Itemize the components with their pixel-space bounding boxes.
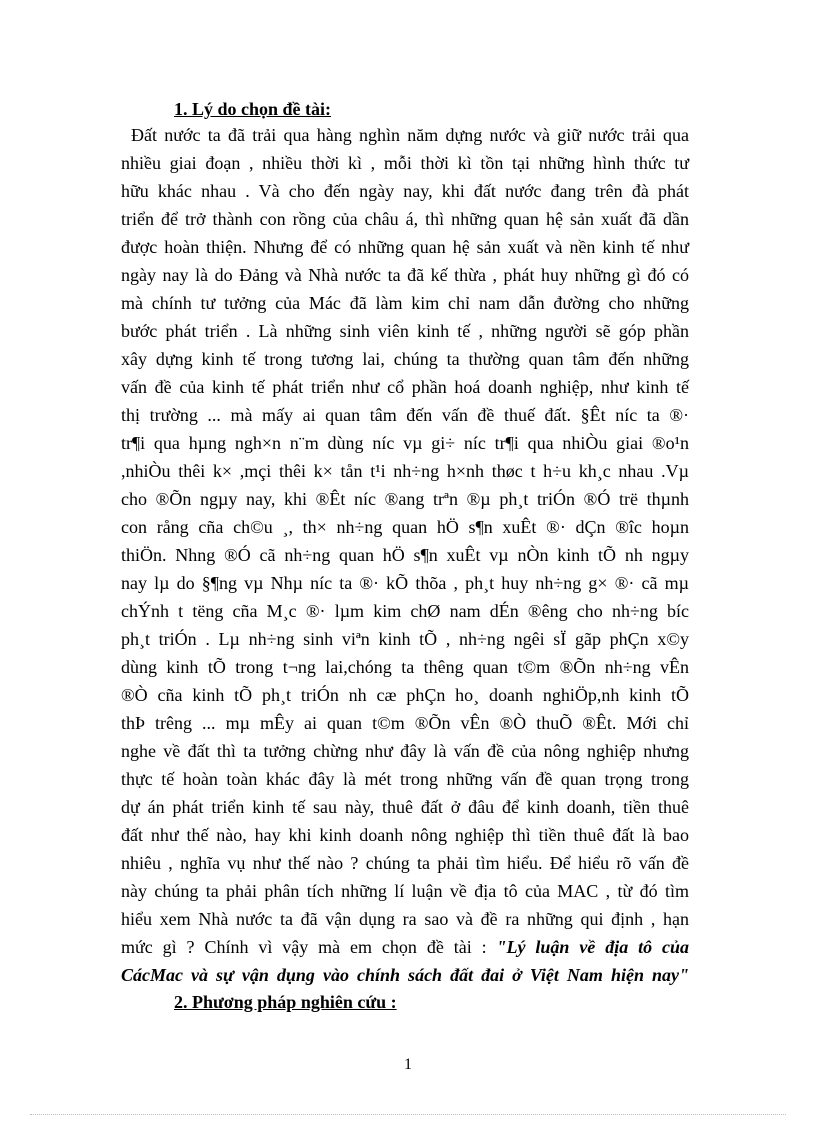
text-line: con rång cña ch©u ¸, th× nh÷ng quan hÖ s¶n xuÊt ®· dÇn ®îc hoµn — [121, 517, 689, 537]
text-line: hữu khác nhau . Và cho đến ngày nay, khi đất nước đang trên đà phát — [121, 181, 689, 201]
topic-title-part1: "Lý luận về địa tô của — [496, 937, 690, 957]
text-line: ngày nay là do Đảng và Nhà nước ta đã kế thừa , phát huy những gì đó có — [121, 265, 689, 285]
topic-title-part2: CácMac và sự vận dụng vào chính sách đất đai ở Việt Nam hiện nay" — [121, 965, 689, 985]
text-line: chÝnh t tëng cña M¸c ®· lµm kim chØ nam dÉn ®êng cho nh÷ng bíc — [121, 601, 689, 621]
text-line: vấn đề của kinh tế phát triển như cổ phần hoá doanh nghiệp, như kinh tế — [121, 377, 689, 397]
text-line: thực tế hoàn toàn khác đây là mét trong những vấn đề quan trọng trong — [121, 769, 689, 789]
text-line: thÞ trêng ... mµ mÊy ai quan t©m ®Õn vÊn ®Ò thuÕ ®Êt. Mới chỉ — [121, 713, 689, 733]
text-line: thị trường ... mà mấy ai quan tâm đến vấn đề thuế đất. §Êt níc ta ®· — [121, 405, 689, 425]
text-line: bước phát triển . Là những sinh viên kinh tế , những người sẽ góp phần — [121, 321, 689, 341]
text-line — [121, 964, 689, 986]
text-line: này chúng ta phải phân tích những lí luận về địa tô của MAC , từ đó tìm — [121, 881, 689, 901]
text-line: triển để trở thành con rồng của châu á, thì những quan hệ sản xuất đã dần — [121, 209, 689, 229]
text-line: đất như thế nào, hay khi kinh doanh nông nghiệp thì tiền thuê đất là bao — [121, 825, 689, 845]
text-line: nghe về đất thì ta tưởng chừng như đây là vấn đề của nông nghiệp nhưng — [121, 741, 689, 761]
text-line: thiÖn. Nhng ®Ó cã nh÷ng quan hÖ s¶n xuÊt vµ nÒn kinh tÕ nh ngµy — [121, 545, 689, 565]
text-line: tr¶i qua hµng ngh×n n¨m dùng níc vµ gi÷ níc tr¶i qua nhiÒu giai ®o¹n — [121, 433, 689, 453]
text-line: nhiêu , nghĩa vụ như thế nào ? chúng ta phải tìm hiểu. Để hiểu rõ vấn đề — [121, 853, 689, 873]
text-line — [121, 936, 689, 958]
text-line: nhiều giai đoạn , nhiều thời kì , mỗi thời kì tồn tại những hình thức tư — [121, 153, 689, 173]
text-line: Đất nước ta đã trải qua hàng nghìn năm dựng nước và giữ nước trải qua — [131, 125, 689, 145]
text-line: ph¸t triÓn . Lµ nh÷ng sinh viªn kinh tÕ , nh÷ng ngêi sÏ gãp phÇn x©y — [121, 629, 689, 649]
text-line: ,nhiÒu thêi k× ,mçi thêi k× tån t¹i nh÷ng h×nh thøc t h÷u kh¸c nhau .Vµ — [121, 461, 689, 481]
text-line: dự án phát triển kinh tế sau này, thuê đất ở đâu để kinh doanh, tiền thuê — [121, 797, 689, 817]
footer-divider — [30, 1114, 786, 1115]
page-number: 1 — [404, 1056, 412, 1073]
text-line: mà chính tư tưởng của Mác đã làm kim chỉ nam dẫn đường cho những — [121, 293, 689, 313]
text-line: cho ®Õn ngµy nay, khi ®Êt níc ®ang trªn ®µ ph¸t triÓn ®Ó trë thµnh — [121, 489, 689, 509]
text-line: ®Ò cña kinh tÕ ph¸t triÓn nh cæ phÇn ho¸ doanh nghiÖp,nh kinh tÕ — [121, 685, 689, 705]
text-line: dùng kinh tÕ trong t¬ng lai,chóng ta thêng quan t©m ®Õn nh÷ng vÊn — [121, 657, 689, 677]
text-line: hiểu xem Nhà nước ta đã vận dụng ra sao và đề ra những qui định , hạn — [121, 909, 689, 929]
section-2-title: 2. Phương pháp nghiên cứu : — [174, 992, 397, 1012]
text-line: nay lµ do §¶ng vµ Nhµ níc ta ®· kÕ thõa , ph¸t huy nh÷ng g× ®· cã mµ — [121, 573, 689, 593]
last-line-prefix: mức gì ? Chính vì vậy mà em chọn đề tài : — [121, 937, 487, 957]
text-line: được hoàn thiện. Nhưng để có những quan hệ sản xuất và nền kinh tế như — [121, 237, 689, 257]
text-line: xây dựng kinh tế trong tương lai, chúng ta thường quan tâm đến những — [121, 349, 689, 369]
section-1-title: 1. Lý do chọn đề tài: — [174, 99, 332, 119]
